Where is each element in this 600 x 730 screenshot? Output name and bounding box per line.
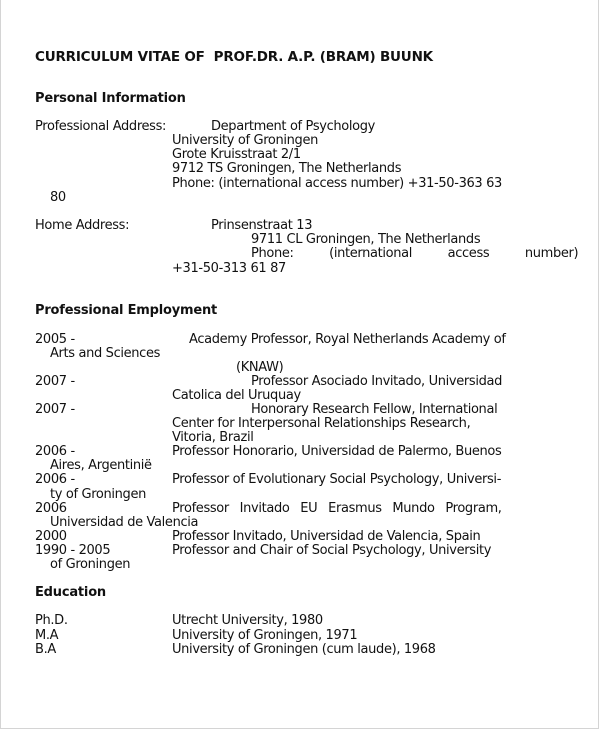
home-address-line: Prinsenstraat 13 bbox=[211, 218, 313, 233]
employment-year: 2007 - bbox=[35, 402, 75, 417]
employment-year: 2007 - bbox=[35, 374, 75, 389]
section-heading-personal: Personal Information bbox=[35, 91, 186, 106]
employment-detail: ty of Groningen bbox=[50, 487, 147, 502]
home-phone: Phone: (international access number) bbox=[251, 246, 579, 261]
employment-year: 2000 bbox=[35, 529, 67, 544]
employment-detail: Professor Invitado EU Erasmus Mundo Program, bbox=[172, 501, 502, 516]
employment-detail: Honorary Research Fellow, International bbox=[251, 402, 498, 417]
document-title: CURRICULUM VITAE OF PROF.DR. A.P. (BRAM) BUUNK bbox=[35, 49, 433, 65]
education-detail: University of Groningen (cum laude), 1968 bbox=[172, 642, 436, 657]
employment-detail: Professor Asociado Invitado, Universidad bbox=[251, 374, 503, 389]
employment-detail: Professor of Evolutionary Social Psychology, Universi- bbox=[172, 472, 502, 487]
professional-address-line: 9712 TS Groningen, The Netherlands bbox=[172, 161, 402, 176]
professional-phone: Phone: (international access number) +31-50-363 63 bbox=[172, 176, 502, 191]
employment-detail: Professor and Chair of Social Psychology, University bbox=[172, 543, 492, 558]
education-degree: M.A bbox=[35, 628, 59, 643]
employment-year: 2005 - bbox=[35, 332, 75, 347]
education-degree: B.A bbox=[35, 642, 56, 657]
employment-year: 2006 - bbox=[35, 472, 75, 487]
professional-address-line: Department of Psychology bbox=[211, 119, 375, 134]
section-heading-employment: Professional Employment bbox=[35, 303, 218, 318]
home-address-label: Home Address: bbox=[35, 218, 130, 233]
employment-year: 2006 bbox=[35, 501, 67, 516]
home-phone-number: +31-50-313 61 87 bbox=[172, 261, 286, 276]
home-address-line: 9711 CL Groningen, The Netherlands bbox=[251, 232, 481, 247]
professional-address-line: Grote Kruisstraat 2/1 bbox=[172, 147, 301, 162]
employment-detail: Catolica del Uruquay bbox=[172, 388, 301, 403]
education-degree: Ph.D. bbox=[35, 613, 68, 628]
employment-detail: of Groningen bbox=[50, 557, 131, 572]
professional-address-line: University of Groningen bbox=[172, 133, 318, 148]
professional-phone-continued: 80 bbox=[50, 190, 66, 205]
employment-detail: Arts and Sciences bbox=[50, 346, 161, 361]
employment-year: 1990 - 2005 bbox=[35, 543, 111, 558]
education-detail: Utrecht University, 1980 bbox=[172, 613, 323, 628]
employment-detail: Professor Honorario, Universidad de Palermo, Buenos bbox=[172, 444, 502, 459]
employment-detail: Academy Professor, Royal Netherlands Academy of bbox=[189, 332, 506, 347]
employment-detail: Center for Interpersonal Relationships Research, bbox=[172, 416, 471, 431]
employment-year: 2006 - bbox=[35, 444, 75, 459]
employment-detail: Aires, Argentinië bbox=[50, 458, 152, 473]
employment-detail: Professor Invitado, Universidad de Valencia, Spain bbox=[172, 529, 481, 544]
employment-detail: Universidad de Valencia bbox=[50, 515, 199, 530]
employment-detail: Vitoria, Brazil bbox=[172, 430, 254, 445]
education-detail: University of Groningen, 1971 bbox=[172, 628, 358, 643]
professional-address-label: Professional Address: bbox=[35, 119, 167, 134]
employment-detail: (KNAW) bbox=[236, 360, 284, 375]
section-heading-education: Education bbox=[35, 585, 106, 600]
